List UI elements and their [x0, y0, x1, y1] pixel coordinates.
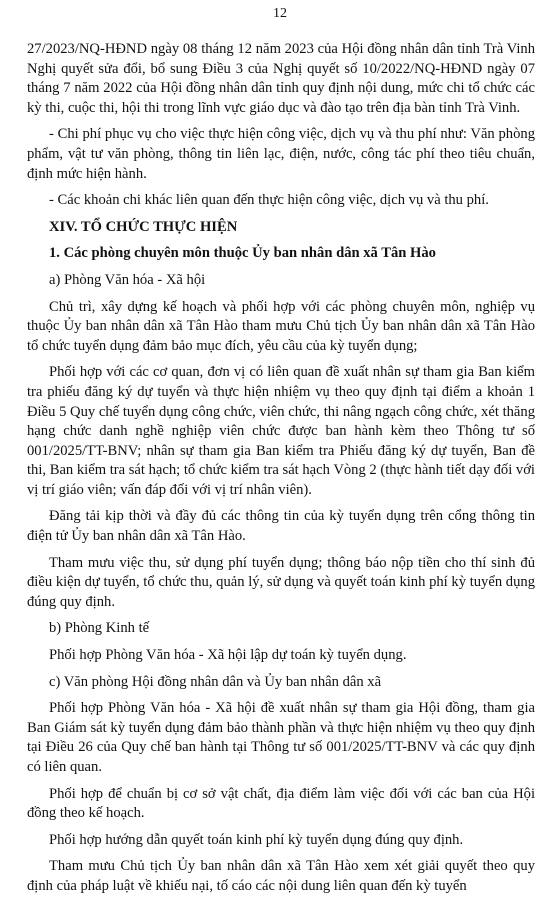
paragraph: Đăng tải kịp thời và đầy đủ các thông tin của kỳ tuyển dụng trên cổng thông tin điện tử Ủy ban nhân dân xã Tân Hào.: [27, 508, 535, 545]
item-heading-b: b) Phòng Kinh tế: [49, 620, 150, 637]
section-heading: XIV. TỔ CHỨC THỰC HIỆN: [49, 218, 238, 235]
paragraph: Phối hợp Phòng Văn hóa - Xã hội lập dự toán kỳ tuyển dụng.: [49, 647, 407, 664]
paragraph: Tham mưu Chủ tịch Ủy ban nhân dân xã Tân Hào xem xét giải quyết theo quy định của pháp luật về khiếu nại, tố cáo các nội dung liên quan đến kỳ tuyển: [27, 858, 535, 894]
paragraph-resolution-continuation: 27/2023/NQ-HĐND ngày 08 tháng 12 năm 2023 của Hội đồng nhân dân tỉnh Trà Vinh Nghị quyết sửa đổi, bổ sung Điều 3 của Nghị quyết số 10/2022/NQ-HĐND ngày 07 tháng 7 năm 2022 của Hội đồng nhân dân tỉnh quy định nội dung, mức chi tổ chức các kỳ thi, cuộc thi, hội thi trong lĩnh vực giáo dục và đào tạo trên địa bàn tỉnh Trà Vinh.: [27, 41, 535, 116]
paragraph: Phối hợp Phòng Văn hóa - Xã hội đề xuất nhân sự tham gia Hội đồng, tham gia Ban Giám sát kỳ tuyển dụng đảm bảo thành phần và thực hiện nhiệm vụ theo quy định tại Điều 26 của Quy chế ban hành tại Thông tư số 001/2025/TT-BNV và các quy định có liên quan.: [27, 700, 535, 775]
paragraph: Chủ trì, xây dựng kế hoạch và phối hợp với các phòng chuyên môn, nghiệp vụ thuộc Ủy ban nhân dân xã Tân Hào tham mưu Chủ tịch Ủy ban nhân dân xã Tân Hào tổ chức tuyển dụng đảm bảo mục đích, yêu cầu của kỳ tuyển dụng;: [27, 298, 535, 354]
paragraph: Phối hợp hướng dẫn quyết toán kinh phí kỳ tuyển dụng đúng quy định.: [49, 831, 464, 848]
paragraph: Phối hợp để chuẩn bị cơ sở vật chất, địa điểm làm việc đối với các ban của Hội đồng theo kế hoạch.: [27, 785, 535, 822]
paragraph: Tham mưu việc thu, sử dụng phí tuyển dụng; thông báo nộp tiền cho thí sinh đủ điều kiện dự tuyển, tổ chức thu, quản lý, sử dụng và quyết toán kinh phí kỳ tuyển dụng đúng quy định.: [27, 554, 535, 610]
subsection-heading: 1. Các phòng chuyên môn thuộc Ủy ban nhân dân xã Tân Hào: [49, 245, 436, 262]
item-heading-c: c) Văn phòng Hội đồng nhân dân và Ủy ban nhân dân xã: [49, 673, 382, 690]
page-number: 12: [273, 6, 287, 21]
paragraph: Phối hợp với các cơ quan, đơn vị có liên quan đề xuất nhân sự tham gia Ban kiểm tra phiếu đăng ký dự tuyển và thực hiện nhiệm vụ theo quy định tại điểm a khoản 1 Điều 5 Quy chế tuyển dụng công chức, viên chức, thi nâng ngạch công chức, xét thăng hạng chức danh nghề nghiệp viên chức được ban hành kèm theo Thông tư số 001/2025/TT-BNV; nhân sự tham gia Ban kiểm tra Phiếu đăng ký dự tuyển, Ban đề thi, Ban kiểm tra sát hạch; tổ chức kiểm tra sát hạch Vòng 2 (thực hành tiết dạy đối với vị trí giáo viên; vấn đáp đối với vị trí nhân viên).: [27, 364, 535, 498]
paragraph-other-costs: - Các khoản chi khác liên quan đến thực hiện công việc, dịch vụ và thu phí.: [49, 192, 489, 209]
paragraph-service-costs: - Chi phí phục vụ cho việc thực hiện công việc, dịch vụ và thu phí như: Văn phòng phẩm, vật tư văn phòng, thông tin liên lạc, điện, nước, công tác phí theo tiêu chuẩn, định mức hiện hành.: [27, 126, 535, 182]
document-body: [27, 40, 535, 904]
item-heading-a: a) Phòng Văn hóa - Xã hội: [49, 271, 206, 288]
